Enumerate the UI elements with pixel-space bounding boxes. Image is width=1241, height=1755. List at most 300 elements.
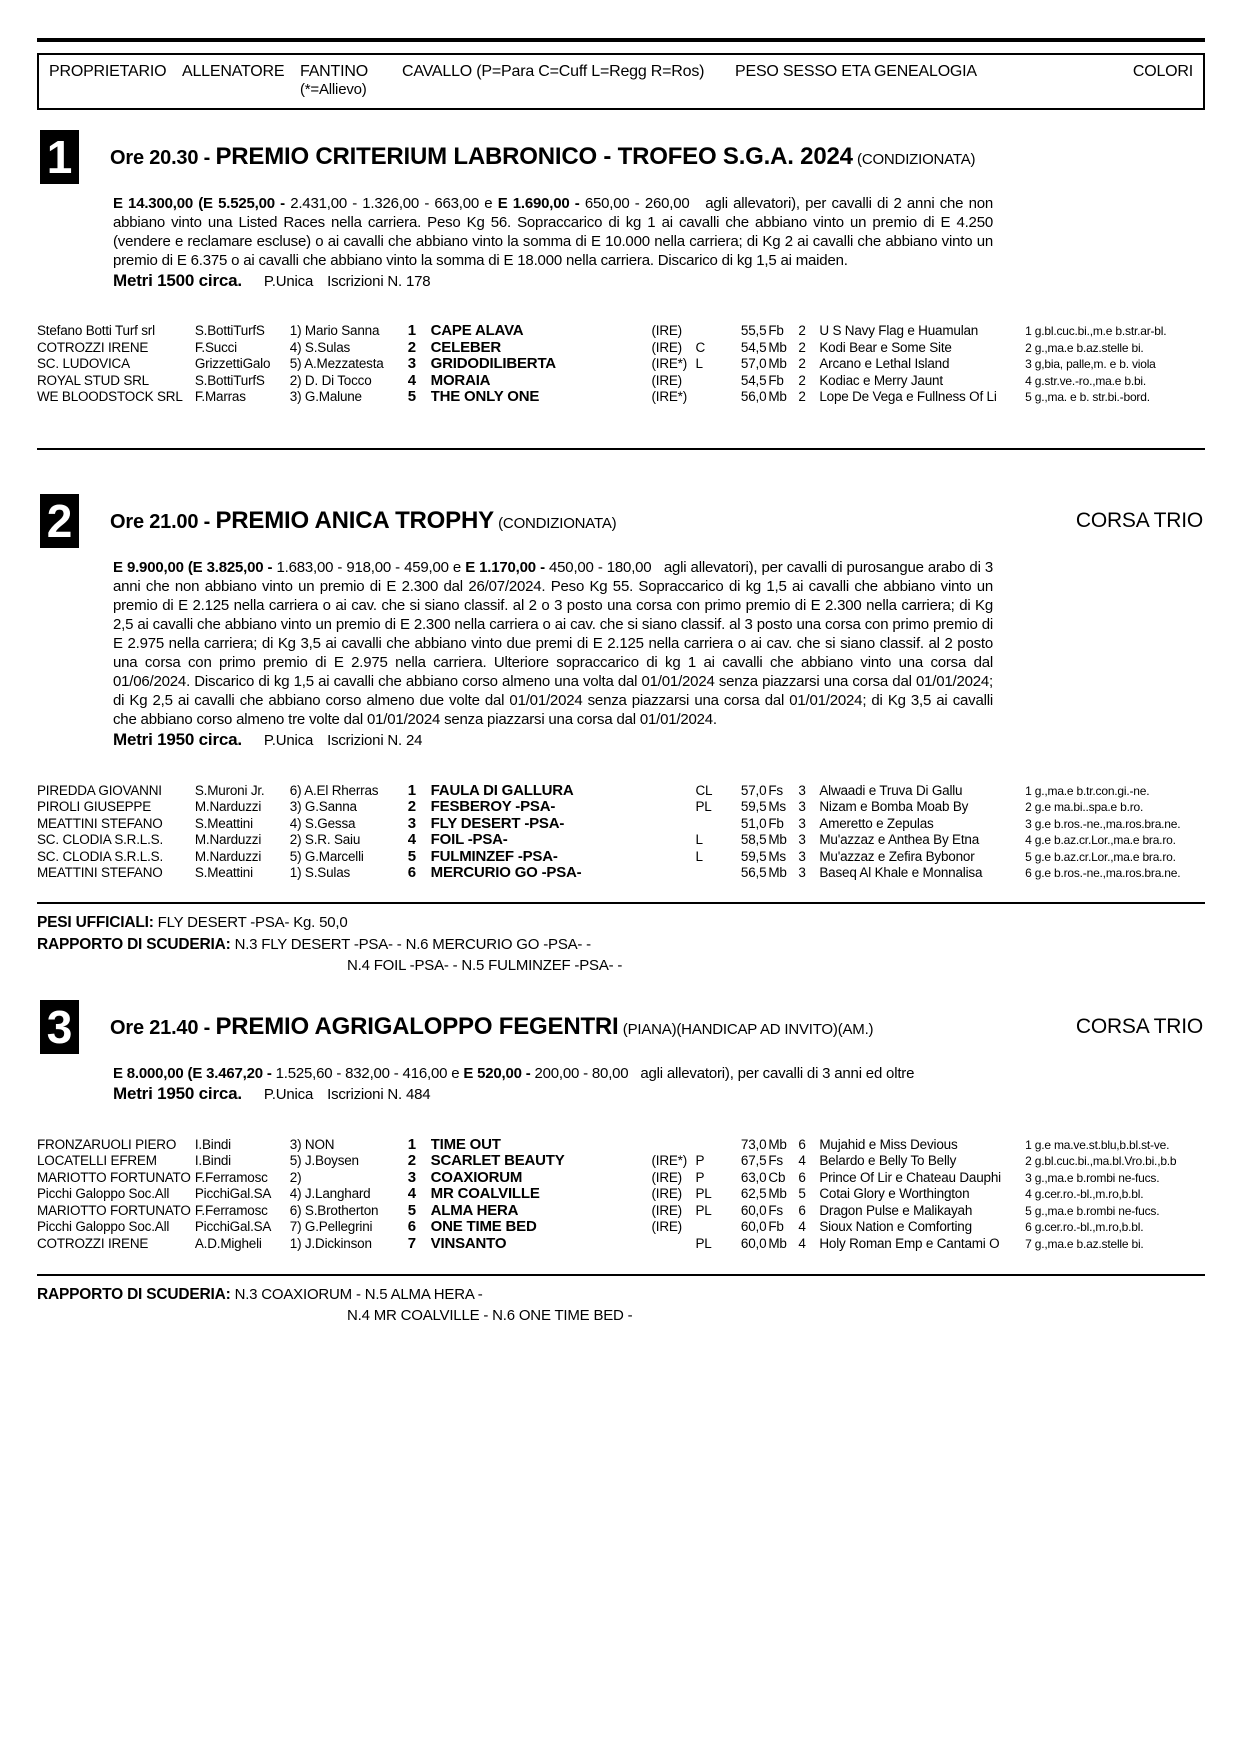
entry-colors: 3 g,bia, palle,m. e b. viola: [1025, 357, 1156, 371]
legend-fantino-label: FANTINO: [300, 63, 368, 80]
entry-trainer: PicchiGal.SA: [194, 1219, 272, 1234]
race-1-entries-table: [37, 323, 1205, 406]
entry-weight: 60,0: [740, 1235, 767, 1251]
entry-sex-coat: Fb: [768, 1219, 784, 1234]
entry-gear: L: [695, 356, 703, 371]
stable-report-line-2: N.4 MR COALVILLE - N.6 ONE TIME BED -: [347, 1307, 633, 1324]
entry-country: (IRE): [651, 323, 682, 338]
entry-gear: L: [695, 848, 703, 864]
entry-weight: 55,5: [740, 323, 767, 338]
entry-horse-name: CAPE ALAVA: [430, 323, 524, 339]
race-3-prize-splits: 1.525,60 - 832,00 - 416,00 e: [275, 1064, 464, 1082]
entry-sex-coat: Fs: [768, 1153, 783, 1168]
race-3-title: [110, 1013, 873, 1041]
official-weights-label: PESI UFFICIALI:: [37, 913, 154, 931]
race-2-conditions-text: 450,00 - 180,00 agli allevatori), per cavalli di purosangue arabo di 3 anni che non abbiano vinto un premio di E 2.300 dal 26/07/2024. Peso Kg 55. Sopraccarico di kg 1,5 ai cavalli che abbiano vinto un premio di E 2.125 nella carriera o ai cav. che si siano classif. al 2 o 3 posto una corsa con primo premio di E 2.300 nella carriera; di Kg 2,5 ai cavalli che abbiano vinto un premio di E 2.300 nella carriera o ai cav. che si siano classif. al 3 posto una corsa con primo premio di E 2.975 nella carriera; di Kg 3,5 ai cavalli che abbiano vinto due premi di E 2.125 nella carriera o ai cav. che si siano classif. al 2 posto una corsa con primo premio di E 2.975 nella carriera. Ulteriore sopraccarico di kg 1 ai cavalli che abbiano vinto una corsa dal 01/06/2024. Discarico di kg 1,5 ai cavalli che abbiano corso almeno una volta dal 01/01/2024 senza piazzarsi una corsa dal 01/01/2024; di Kg 2,5 ai cavalli che abbiano corso almeno due volte dal 01/01/2024 senza piazzarsi una corsa dal 01/01/2024; di Kg 3,5 ai cavalli che abbiano corso almeno tre volte dal 01/01/2024 senza piazzarsi una corsa dal 01/01/2024.: [113, 558, 993, 728]
entry-gear: PL: [695, 1235, 712, 1251]
entry-sex-coat: Fs: [768, 782, 783, 798]
entry-gear: PL: [695, 1202, 712, 1218]
entry-trainer: PicchiGal.SA: [194, 1186, 272, 1201]
entry-jockey: 5) A.Mezzatesta: [289, 356, 384, 371]
entry-sex-coat: Fb: [768, 323, 784, 338]
entry-country: (IRE*): [651, 356, 688, 371]
entry-number: 5: [407, 1202, 416, 1219]
entry-sex-coat: Mb: [768, 1186, 787, 1201]
entry-genealogy: Mu'azzaz e Anthea By Etna: [819, 832, 980, 847]
race-1-number-badge: 1: [40, 130, 79, 184]
entry-age: 3: [798, 865, 806, 880]
race-1-body: [113, 194, 993, 291]
official-weights-text: FLY DESERT -PSA- Kg. 50,0: [157, 913, 348, 931]
entry-colors: 2 g.e ma.bi..spa.e b.ro.: [1025, 800, 1144, 814]
entry-age: 4: [798, 1235, 806, 1251]
entry-jockey: 6) A.El Rherras: [289, 782, 379, 798]
entry-owner: Picchi Galoppo Soc.All: [37, 1186, 170, 1201]
entry-number: 3: [407, 1169, 416, 1186]
entry-trainer: F.Marras: [194, 389, 246, 404]
entry-owner: SC. CLODIA S.R.L.S.: [37, 832, 163, 847]
race-3-name: PREMIO AGRIGALOPPO FEGENTRI: [215, 1012, 619, 1040]
entry-sex-coat: Fs: [768, 1202, 783, 1218]
entry-trainer: S.Meattini: [194, 815, 253, 831]
entry-genealogy: Holy Roman Emp e Cantami O: [819, 1235, 1000, 1251]
entry-horse-name: MR COALVILLE: [430, 1186, 540, 1202]
entry-jockey: 3) G.Malune: [289, 389, 362, 404]
entry-genealogy: Prince Of Lir e Chateau Dauphi: [819, 1169, 1001, 1185]
legend-fantino-note: (*=Allievo): [300, 81, 367, 98]
entry-genealogy: Kodiac e Merry Jaunt: [819, 372, 943, 388]
entry-genealogy: Sioux Nation e Comforting: [819, 1219, 972, 1234]
entry-jockey: 2) D. Di Tocco: [289, 372, 372, 388]
entry-age: 2: [798, 372, 806, 388]
race-1-name: PREMIO CRITERIUM LABRONICO - TROFEO S.G.A. 2024: [215, 143, 853, 170]
race-2-punica: P.Unica: [263, 731, 314, 749]
entry-horse-name: GRIDODILIBERTA: [430, 356, 556, 372]
entry-gear: L: [695, 832, 703, 847]
entry-horse-name: FOIL -PSA-: [430, 832, 508, 848]
entry-country: (IRE*): [651, 1153, 688, 1168]
entry-owner: MARIOTTO FORTUNATO: [37, 1169, 191, 1185]
entry-country: (IRE): [651, 339, 682, 355]
entry-country: (IRE): [651, 1202, 682, 1218]
legend-proprietario: PROPRIETARIO: [49, 63, 167, 80]
entry-owner: COTROZZI IRENE: [37, 1235, 149, 1251]
entry-horse-name: TIME OUT: [430, 1136, 501, 1153]
entry-owner: SC. CLODIA S.R.L.S.: [37, 848, 163, 864]
entry-weight: 54,5: [740, 372, 767, 388]
legend-fantino: [300, 63, 402, 98]
race-2-prize-splits: 1.683,00 - 918,00 - 459,00 e: [276, 558, 466, 576]
entry-row: [37, 373, 1205, 390]
entry-number: 1: [407, 1136, 416, 1153]
entry-row: [37, 389, 1205, 406]
entry-jockey: 4) J.Langhard: [289, 1186, 371, 1201]
race-1-prize-splits: 2.431,00 - 1.326,00 - 663,00 e: [290, 195, 498, 212]
entry-trainer: F.Ferramosc: [194, 1202, 268, 1218]
entry-horse-name: VINSANTO: [430, 1235, 507, 1252]
entry-age: 5: [798, 1186, 806, 1201]
race-section-3: [37, 1000, 1205, 1253]
entry-colors: 2 g.bl.cuc.bi.,ma.bl.Vro.bi.,b.b: [1025, 1154, 1177, 1168]
stable-report-label: RAPPORTO DI SCUDERIA:: [37, 935, 231, 953]
race-1-distance: Metri 1500 circa.: [113, 271, 242, 290]
entry-sex-coat: Mb: [768, 389, 787, 404]
legend-colori: COLORI: [1132, 63, 1193, 80]
race-3-punica: P.Unica: [263, 1085, 314, 1103]
entry-owner: MARIOTTO FORTUNATO: [37, 1202, 191, 1218]
entry-sex-coat: Mb: [768, 832, 787, 847]
race-1-prize-total: E 14.300,00 (E 5.525,00 -: [113, 195, 291, 212]
entry-genealogy: Mu'azzaz e Zefira Bybonor: [819, 848, 975, 864]
entry-weight: 56,0: [740, 389, 767, 404]
stable-report-label: RAPPORTO DI SCUDERIA:: [37, 1286, 231, 1303]
entry-sex-coat: Mb: [768, 356, 787, 371]
official-weights-line: [37, 914, 1205, 932]
legend-allenatore: ALLENATORE: [182, 63, 285, 80]
race-2-distance: Metri 1950 circa.: [113, 729, 242, 749]
race-1-iscrizioni: Iscrizioni N. 178: [327, 273, 431, 290]
entry-weight: 58,5: [740, 832, 767, 847]
entry-row: [37, 783, 1205, 800]
entry-horse-name: FULMINZEF -PSA-: [430, 848, 558, 865]
entry-jockey: 4) S.Sulas: [289, 339, 351, 355]
entry-horse-name: CELEBER: [430, 339, 501, 356]
entry-age: 2: [798, 323, 806, 338]
entry-number: 4: [407, 372, 416, 389]
entry-owner: ROYAL STUD SRL: [37, 372, 149, 388]
entry-colors: 1 g.e ma.ve.st.blu,b.bl.st-ve.: [1025, 1137, 1170, 1152]
entry-sex-coat: Ms: [768, 799, 786, 814]
entry-row: [37, 849, 1205, 866]
stable-report-line-1: [37, 936, 1205, 954]
entry-number: 4: [407, 832, 416, 848]
race-3-iscrizioni: Iscrizioni N. 484: [327, 1085, 431, 1103]
entry-number: 1: [407, 323, 416, 339]
entry-age: 2: [798, 356, 806, 371]
entry-weight: 56,5: [740, 865, 767, 880]
entry-trainer: S.BottiTurfS: [194, 372, 265, 388]
race-2-body: [113, 558, 993, 750]
entry-sex-coat: Ms: [768, 848, 786, 864]
entry-owner: Stefano Botti Turf srl: [37, 323, 155, 338]
entry-number: 6: [407, 1219, 416, 1235]
section-divider: [37, 448, 1205, 450]
race-section-1: [37, 130, 1205, 406]
entry-genealogy: Kodi Bear e Some Site: [819, 339, 952, 355]
race-1-description: [113, 194, 993, 270]
entry-gear: PL: [695, 799, 712, 814]
race-3-distance-line: [113, 1084, 993, 1104]
entry-number: 2: [407, 1153, 416, 1169]
entry-row: [37, 356, 1205, 373]
entry-age: 3: [798, 815, 806, 831]
race-2-name: PREMIO ANICA TROPHY: [215, 506, 494, 534]
entry-number: 7: [407, 1235, 416, 1252]
entry-owner: WE BLOODSTOCK SRL: [37, 389, 183, 404]
entry-trainer: M.Narduzzi: [194, 848, 262, 864]
stable-report-line-1: [37, 1286, 1205, 1304]
entry-owner: MEATTINI STEFANO: [37, 815, 163, 831]
entry-number: 2: [407, 799, 416, 815]
entry-number: 2: [407, 339, 416, 356]
legend-peso: PESO SESSO ETA GENEALOGIA: [735, 63, 977, 80]
entry-weight: 60,0: [740, 1219, 767, 1234]
entry-sex-coat: Fb: [768, 815, 784, 831]
entry-country: (IRE): [651, 1219, 682, 1234]
entry-age: 3: [798, 832, 806, 847]
entry-row: [37, 816, 1205, 833]
entry-colors: 4 g.e b.az.cr.Lor.,ma.e bra.ro.: [1025, 833, 1176, 847]
entry-colors: 6 g.e b.ros.-ne.,ma.ros.bra.ne.: [1025, 866, 1181, 880]
entry-row: [37, 1219, 1205, 1236]
entry-trainer: S.BottiTurfS: [194, 323, 265, 338]
entry-row: [37, 1137, 1205, 1154]
race-2-corsa-trio: CORSA TRIO: [1075, 508, 1203, 532]
entry-owner: FRONZARUOLI PIERO: [37, 1136, 177, 1152]
entry-age: 4: [798, 1153, 806, 1168]
entry-row: [37, 340, 1205, 357]
entry-age: 6: [798, 1136, 806, 1152]
entry-genealogy: Baseq Al Khale e Monnalisa: [819, 865, 983, 880]
entry-owner: PIROLI GIUSEPPE: [37, 799, 152, 814]
race-3-corsa-trio: CORSA TRIO: [1075, 1014, 1203, 1038]
entry-age: 3: [798, 799, 806, 814]
race-2-distance-line: [113, 730, 993, 750]
race-1-conditions: (CONDIZIONATA): [857, 151, 976, 168]
entry-horse-name: MERCURIO GO -PSA-: [430, 865, 582, 881]
race-1-punica: P.Unica: [263, 273, 314, 290]
entry-weight: 73,0: [740, 1136, 767, 1152]
entry-horse-name: FLY DESERT -PSA-: [430, 815, 565, 832]
entry-age: 6: [798, 1202, 806, 1218]
stable-report-line-2: N.4 FOIL -PSA- - N.5 FULMINZEF -PSA- -: [347, 956, 623, 974]
entry-horse-name: MORAIA: [430, 372, 491, 389]
entry-genealogy: U S Navy Flag e Huamulan: [819, 323, 979, 338]
entry-owner: Picchi Galoppo Soc.All: [37, 1219, 170, 1234]
entry-row: [37, 832, 1205, 849]
entry-genealogy: Cotai Glory e Worthington: [819, 1186, 970, 1201]
race-1-time: Ore 20.30 -: [110, 147, 216, 169]
entry-colors: 5 g.,ma.e b.rombi ne-fucs.: [1025, 1203, 1160, 1218]
entry-country: (IRE): [651, 1169, 682, 1185]
entry-owner: COTROZZI IRENE: [37, 339, 149, 355]
entry-colors: 3 g.e b.ros.-ne.,ma.ros.bra.ne.: [1025, 816, 1181, 831]
entry-jockey: 1) Mario Sanna: [289, 323, 380, 338]
entry-genealogy: Belardo e Belly To Belly: [819, 1153, 957, 1168]
entry-jockey: 6) S.Brotherton: [289, 1202, 379, 1218]
entry-genealogy: Mujahid e Miss Devious: [819, 1136, 958, 1152]
entry-row: [37, 1203, 1205, 1220]
entry-jockey: 2): [289, 1169, 302, 1185]
entry-colors: 5 g.,ma. e b. str.bi.-bord.: [1025, 390, 1150, 404]
entry-horse-name: COAXIORUM: [430, 1169, 523, 1186]
legend-cavallo: CAVALLO (P=Para C=Cuff L=Regg R=Ros): [402, 63, 705, 80]
entry-number: 5: [407, 848, 416, 865]
entry-trainer: F.Ferramosc: [194, 1169, 268, 1185]
entry-owner: PIREDDA GIOVANNI: [37, 782, 162, 798]
entry-jockey: 7) G.Pellegrini: [289, 1219, 373, 1234]
race-2-number-badge: 2: [40, 494, 79, 548]
entry-horse-name: THE ONLY ONE: [430, 389, 540, 405]
entry-colors: 1 g.bl.cuc.bi.,m.e b.str.ar-bl.: [1025, 324, 1167, 338]
entry-gear: C: [695, 339, 706, 355]
race-3-description: [113, 1064, 993, 1083]
entry-colors: 4 g.cer.ro.-bl.,m.ro,b.bl.: [1025, 1187, 1144, 1201]
entry-horse-name: ONE TIME BED: [430, 1219, 537, 1235]
race-1-header: [40, 130, 1205, 184]
entry-trainer: GrizzettiGalo: [194, 356, 271, 371]
entry-jockey: 2) S.R. Saiu: [289, 832, 361, 847]
entry-trainer: F.Succi: [194, 339, 237, 355]
entry-number: 6: [407, 865, 416, 881]
race-section-2: [37, 494, 1205, 882]
entry-sex-coat: Mb: [768, 1235, 787, 1251]
race-3-conditions: (PIANA)(HANDICAP AD INVITO)(AM.): [622, 1020, 874, 1038]
entry-row: [37, 323, 1205, 340]
entry-genealogy: Arcano e Lethal Island: [819, 356, 950, 371]
entry-jockey: 3) NON: [289, 1136, 335, 1152]
entry-genealogy: Alwaadi e Truva Di Gallu: [819, 782, 963, 798]
entry-country: (IRE): [651, 1186, 682, 1201]
stable-report-text-1: N.3 FLY DESERT -PSA- - N.6 MERCURIO GO -PSA- -: [234, 935, 591, 953]
entry-number: 1: [407, 782, 416, 799]
entry-weight: 57,0: [740, 782, 767, 798]
entry-jockey: 5) G.Marcelli: [289, 848, 364, 864]
entry-weight: 60,0: [740, 1202, 767, 1218]
race-2-breeder-prize: E 1.170,00 -: [465, 558, 550, 576]
entry-owner: MEATTINI STEFANO: [37, 865, 163, 880]
race-3-number-badge: 3: [40, 1000, 79, 1054]
entry-jockey: 1) S.Sulas: [289, 865, 351, 880]
entry-age: 2: [798, 389, 806, 404]
race-3-conditions-text: 200,00 - 80,00 agli allevatori), per cavalli di 3 anni ed oltre: [534, 1064, 915, 1082]
entry-weight: 54,5: [740, 339, 767, 355]
entry-colors: 1 g.,ma.e b.tr.con.gi.-ne.: [1025, 783, 1150, 798]
entry-gear: PL: [695, 1186, 712, 1201]
entry-weight: 59,5: [740, 799, 767, 814]
entry-colors: 6 g.cer.ro.-bl.,m.ro,b.bl.: [1025, 1220, 1144, 1234]
entry-row: [37, 799, 1205, 816]
race-1-breeder-prize: E 1.690,00 -: [497, 195, 585, 212]
entry-age: 3: [798, 782, 806, 798]
entry-horse-name: ALMA HERA: [430, 1202, 519, 1219]
entry-genealogy: Nizam e Bomba Moab By: [819, 799, 969, 814]
entry-trainer: S.Muroni Jr.: [194, 782, 265, 798]
entry-colors: 4 g.str.ve.-ro.,ma.e b.bi.: [1025, 373, 1147, 388]
entry-jockey: 3) G.Sanna: [289, 799, 357, 814]
entry-weight: 51,0: [740, 815, 767, 831]
entry-age: 3: [798, 848, 806, 864]
race-3-footer: [37, 1286, 1205, 1324]
entry-horse-name: FAULA DI GALLURA: [430, 782, 574, 799]
entry-genealogy: Dragon Pulse e Malikayah: [819, 1202, 973, 1218]
entry-row: [37, 1186, 1205, 1203]
race-3-entries-table: [37, 1137, 1205, 1253]
entry-trainer: A.D.Migheli: [194, 1235, 262, 1251]
entry-age: 4: [798, 1219, 806, 1234]
entry-weight: 63,0: [740, 1169, 767, 1185]
race-2-prize-total: E 9.900,00 (E 3.825,00 -: [113, 558, 277, 576]
entry-trainer: M.Narduzzi: [194, 799, 262, 814]
entry-colors: 5 g.e b.az.cr.Lor.,ma.e bra.ro.: [1025, 849, 1176, 864]
entry-gear: P: [695, 1169, 705, 1185]
race-3-body: [113, 1064, 993, 1104]
race-2-description: [113, 558, 993, 729]
entry-country: (IRE): [651, 372, 682, 388]
entry-weight: 57,0: [740, 356, 767, 371]
entry-colors: 2 g.,ma.e b.az.stelle bi.: [1025, 340, 1144, 355]
entry-country: (IRE*): [651, 389, 688, 404]
race-2-title: [110, 507, 616, 535]
entry-horse-name: SCARLET BEAUTY: [430, 1153, 565, 1169]
section-divider: [37, 1274, 1205, 1276]
entry-row: [37, 1153, 1205, 1170]
entry-colors: 7 g.,ma.e b.az.stelle bi.: [1025, 1236, 1144, 1251]
entry-sex-coat: Mb: [768, 339, 787, 355]
entry-horse-name: FESBEROY -PSA-: [430, 799, 556, 815]
entry-weight: 59,5: [740, 848, 767, 864]
entry-sex-coat: Mb: [768, 1136, 787, 1152]
entry-colors: 3 g.,ma.e b.rombi ne-fucs.: [1025, 1170, 1160, 1185]
entry-jockey: 4) S.Gessa: [289, 815, 356, 831]
race-2-footer: [37, 914, 1205, 974]
entry-number: 5: [407, 389, 416, 405]
entry-row: [37, 865, 1205, 882]
entry-trainer: M.Narduzzi: [194, 832, 262, 847]
entry-owner: LOCATELLI EFREM: [37, 1153, 157, 1168]
legend-bar: [37, 53, 1205, 110]
entry-age: 6: [798, 1169, 806, 1185]
entry-genealogy: Lope De Vega e Fullness Of Li: [819, 389, 997, 404]
race-1-title: [110, 143, 975, 171]
entry-weight: 67,5: [740, 1153, 767, 1168]
entry-number: 3: [407, 356, 416, 372]
entry-gear: P: [695, 1153, 705, 1168]
entry-number: 4: [407, 1186, 416, 1202]
race-1-conditions-text: 650,00 - 260,00 agli allevatori), per cavalli di 2 anni che non abbiano vinto una Listed Races nella carriera. Peso Kg 56. Sopraccarico di kg 1 ai cavalli che abbiano vinto un premio di E 4.250 (vendere e reclamare escluse) o ai cavalli che abbiano vinto la somma di E 10.000 nella carriera; di Kg 2 ai cavalli che abbiano vinto un premio di E 6.375 o ai cavalli che abbiano vinto la somma di E 18.000 nella carriera. Discarico di kg 1,5 ai maiden.: [113, 195, 993, 269]
race-2-entries-table: [37, 783, 1205, 882]
entry-number: 3: [407, 815, 416, 832]
race-3-distance: Metri 1950 circa.: [113, 1083, 242, 1103]
entry-row: [37, 1170, 1205, 1187]
entry-sex-coat: Cb: [768, 1169, 786, 1185]
entry-jockey: 1) J.Dickinson: [289, 1235, 372, 1251]
entry-gear: CL: [695, 782, 713, 798]
section-divider: [37, 902, 1205, 904]
entry-trainer: S.Meattini: [194, 865, 253, 880]
race-2-conditions: (CONDIZIONATA): [498, 514, 617, 532]
stable-report-text-1: N.3 COAXIORUM - N.5 ALMA HERA -: [234, 1286, 483, 1303]
entry-trainer: I.Bindi: [194, 1153, 231, 1168]
race-1-distance-line: [113, 271, 993, 291]
race-3-time: Ore 21.40 -: [110, 1016, 216, 1039]
race-2-iscrizioni: Iscrizioni N. 24: [327, 731, 423, 749]
entry-age: 2: [798, 339, 806, 355]
entry-sex-coat: Fb: [768, 372, 784, 388]
entry-owner: SC. LUDOVICA: [37, 356, 130, 371]
entry-trainer: I.Bindi: [194, 1136, 231, 1152]
race-2-header: [40, 494, 1205, 548]
entry-row: [37, 1236, 1205, 1253]
entry-jockey: 5) J.Boysen: [289, 1153, 359, 1168]
entry-weight: 62,5: [740, 1186, 767, 1201]
race-3-breeder-prize: E 520,00 -: [463, 1064, 535, 1082]
race-3-header: [40, 1000, 1205, 1054]
race-3-prize-total: E 8.000,00 (E 3.467,20 -: [113, 1064, 276, 1082]
race-2-time: Ore 21.00 -: [110, 510, 216, 533]
entry-genealogy: Ameretto e Zepulas: [819, 815, 934, 831]
entry-sex-coat: Mb: [768, 865, 787, 880]
